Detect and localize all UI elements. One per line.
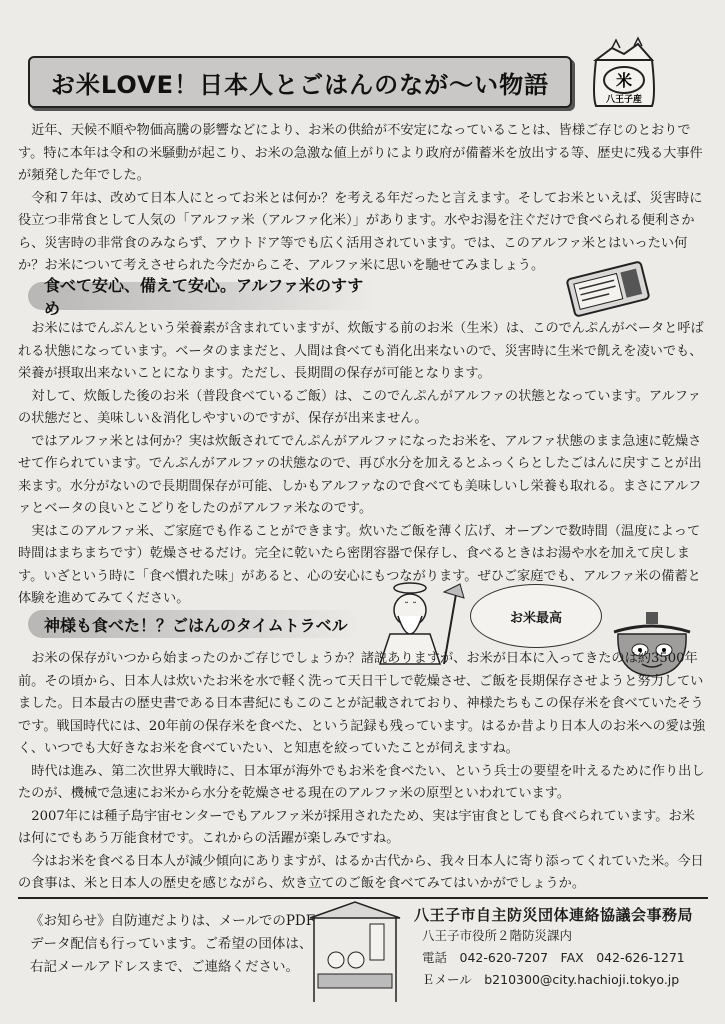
section2-paragraph: お米の保存がいつから始まったのかご存じでしょうか？諸説ありますが、お米が日本に入ってきたのは約3500年前。その頃から、日本人は炊いたお米を水で軽く洗って天日干しで乾燥させ、ご飯を長期保存させようと努力していました。日本最古の歴史書である日本書紀にもこのことが記載されており、神様たちもこの保存米を食べていたそうです。戦国時代には、20年前の保存米を食べた、という記録も残っています。はるか昔より日本人のお米への愛は強く、いつでも大好きなお米を食べていたい、と知恵を絞っていたことが伺えますね。 [18,651,706,756]
section2-paragraph: 今はお米を食べる日本人が減少傾向にありますが、はるか古代から、我々日本人に寄り添ってくれていた米。今日の食事は、米と日本人の歴史を感じながら、炊き立てのご飯を食べてみてはいかがでしょうか。 [18,853,704,891]
office-phone: 電話 042-620-7207 FAX 042-626-1271 [422,950,685,965]
office-email: Ｅメール b210300@city.hachioji.tokyo.jp [422,972,680,987]
rice-bag-icon [582,36,666,112]
section-heading-alpha-rice: 食べて安心、備えて安心。アルファ米のすすめ [28,282,374,310]
svg-text:˘: ˘ [404,602,409,613]
speech-bubble: お米最高 [470,584,602,648]
rice-bag-label: 米 [615,71,633,90]
title-banner [28,56,572,108]
notice-line: 右記メールアドレスまで、ご連絡ください。 [30,959,300,975]
section2-paragraph: 時代は進み、第二次世界大戦時に、日本軍が海外でもお米を食べたい、という兵士の要望を叶えるために作り出したのが、機械で急速にお米から水分を乾燥させる現在のアルファ米の原型といわれています。 [18,763,705,801]
intro-paragraph: 令和７年は、改めて日本人にとってお米とは何か？を考える年だったと言えます。そしてお米といえば、災害時に役立つ非常食として人気の「アルファ米（アルファ化米）」があります。水やお湯を注ぐだけで食べられる便利さから、災害時の非常食のみならず、アウトドア等でも広く活用されています。では、このアルファ米とはいったい何か？お米について考えさせられた今だからこそ、アルファ米に思いを馳せてみましょう。 [18,190,703,273]
notice-block [30,910,320,979]
svg-text:˘: ˘ [412,602,417,613]
alpha-rice-pack-illustration [560,258,656,320]
rice-bag-sublabel: 八王子産 [605,95,643,105]
section1-paragraph: ではアルファ米とは何か？実は炊飯されてでんぷんがアルファになったお米を、アルファ状態のまま急速に乾燥させて作られています。でんぷんがアルファの状態なので、再び水分を加えるとふっくらとしたごはんに戻すことが出来ます。水分がないので長期間保存が可能、しかもアルファなので食べても美味しいし栄養も取れる。まさにアルファとベータの良いとこどりをしたのがアルファ米なのです。 [18,433,702,516]
notice-line: データ配信も行っています。ご希望の団体は、 [30,936,313,952]
intro-paragraph: 近年、天候不順や物価高騰の影響などにより、お米の供給が不安定になっていることは、皆様ご存じのとおりです。特に本年は令和の米騒動が起こり、お米の急激な値上がりにより政府が備蓄米を放出する等、歴史に残る大事件が頻発した年でした。 [18,123,703,183]
section1-paragraph: 実はこのアルファ米、ご家庭でも作ることができます。炊いたご飯を薄く広げ、オーブンで数時間（温度によって時間はまちまちです）乾燥させるだけ。完全に乾いたら密閉容器で保存し、食べるときはお湯や水を加えて戻します。いざという時に「食べ慣れた味」があると、心の安心にもつながります。ぜひご家庭でも、アルファ米の備蓄と体験を進めてみてください。 [18,523,701,606]
notice-line: 《お知らせ》自防連だよりは、メールでのPDF [30,913,316,929]
section1-text [18,318,708,611]
office-contact [414,904,704,991]
section-heading-time-travel: 神様も食べた！？ごはんのタイムトラベル [28,610,360,638]
office-name: 八王子市自主防災団体連絡協議会事務局 [414,906,694,924]
page-title: お米LOVE！日本人とごはんのなが～い物語 [50,70,550,99]
section1-paragraph: 対して、炊飯した後のお米（普段食べているご飯）は、このでんぷんがアルファの状態となっています。アルファの状態だと、美味しい＆消化しやすいのですが、保存が出来ません。 [18,388,701,426]
office-address: 八王子市役所２階防災課内 [422,928,573,943]
section1-paragraph: お米にはでんぷんという栄養素が含まれていますが、炊飯する前のお米（生米）は、このでんぷんがベータと呼ばれる状態になっています。ベータのままだと、人間は食べても消化出来ないので、災害時に生米で飢えを凌いでも、栄養が摂取出来ないことになります。ただし、長期間の保存が可能となります。 [18,321,704,381]
disaster-booth-illustration [300,898,410,1006]
section2-paragraph: 2007年には種子島宇宙センターでもアルファ米が採用されたため、実は宇宙食としても食べられています。お米は何にでもあう万能食材です。これからの活躍が楽しみですね。 [18,808,695,846]
section2-text [18,648,708,896]
intro-text [18,120,708,278]
